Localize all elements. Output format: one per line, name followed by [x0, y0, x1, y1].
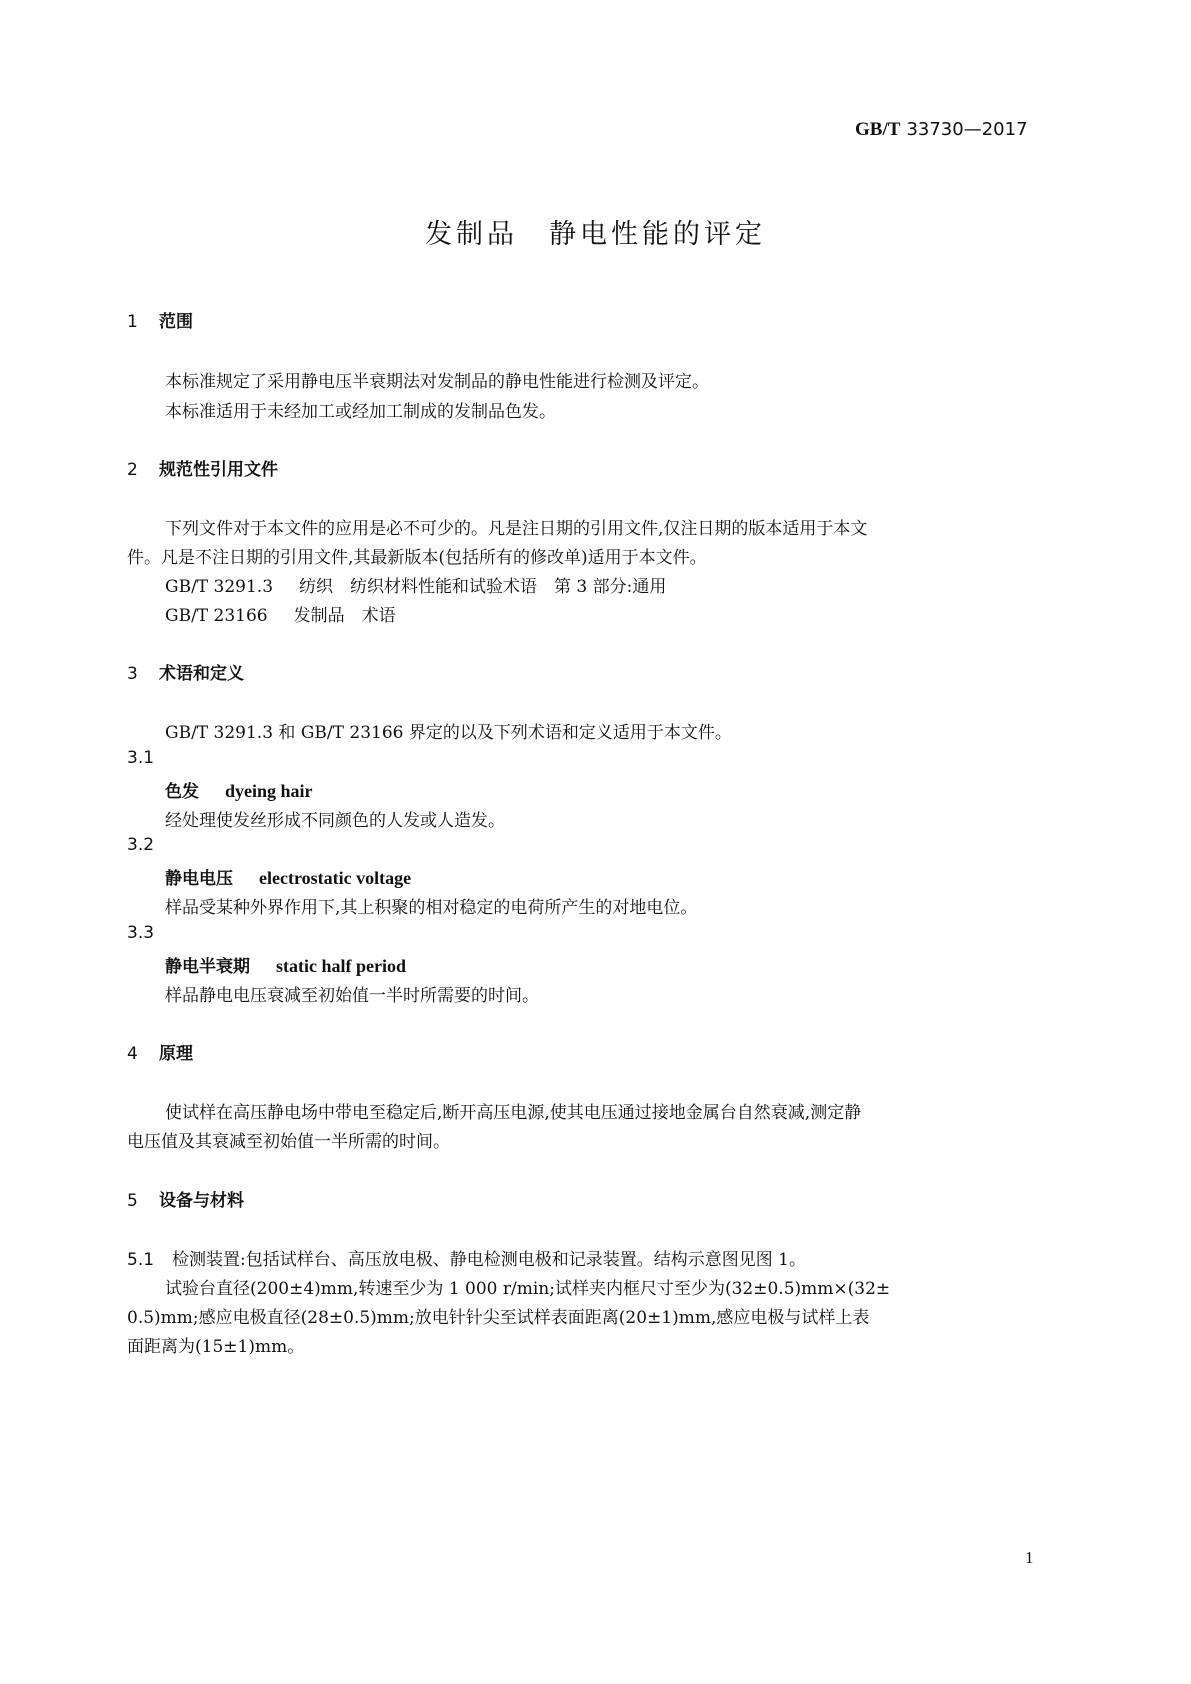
- term-number: 3.2: [127, 835, 155, 855]
- scope-paragraph-1: 本标准规定了采用静电压半衰期法对发制品的静电性能进行检测及评定。: [165, 372, 709, 392]
- normative-ref-paragraph-line-2: 件。凡是不注日期的引用文件,其最新版本(包括所有的修改单)适用于本文件。: [127, 548, 707, 568]
- section-3-heading: [127, 659, 244, 684]
- term-definition: 样品静电电压衰减至初始值一半时所需要的时间。: [165, 986, 539, 1006]
- term-heading: [165, 777, 313, 802]
- clause-5-1: [127, 1245, 806, 1270]
- section-number: 4: [127, 1044, 138, 1064]
- terms-intro: GB/T 3291.3 和 GB/T 23166 界定的以及下列术语和定义适用于本文件。: [165, 723, 732, 743]
- reference-code: GB/T 3291.3: [165, 577, 274, 597]
- section-title: 术语和定义: [159, 664, 244, 684]
- term-definition: 样品受某种外界作用下,其上积聚的相对稳定的电荷所产生的对地电位。: [165, 898, 698, 918]
- reference-title: 发制品 术语: [293, 606, 396, 626]
- equipment-spec-line-2: 0.5)mm;感应电极直径(28±0.5)mm;放电针针尖至试样表面距离(20±1)mm,感应电极与试样上表: [127, 1308, 870, 1328]
- reference-item: [165, 601, 396, 626]
- equipment-spec-line-3: 面距离为(15±1)mm。: [127, 1337, 305, 1357]
- section-2-heading: [127, 455, 278, 480]
- term-definition: 经处理使发丝形成不同颜色的人发或人造发。: [165, 811, 505, 831]
- standard-number: 33730—2017: [906, 119, 1028, 140]
- term-heading: [165, 864, 411, 889]
- section-number: 5: [127, 1191, 138, 1211]
- section-number: 1: [127, 312, 138, 332]
- section-number: 2: [127, 460, 138, 480]
- term-number: 3.3: [127, 923, 155, 943]
- term-zh: 静电半衰期: [165, 957, 250, 977]
- principle-paragraph-line-2: 电压值及其衰减至初始值一半所需的时间。: [127, 1132, 450, 1152]
- section-title: 范围: [159, 312, 193, 332]
- normative-ref-paragraph-line-1: 下列文件对于本文件的应用是必不可少的。凡是注日期的引用文件,仅注日期的版本适用于本文: [165, 519, 868, 539]
- scope-paragraph-2: 本标准适用于未经加工或经加工制成的发制品色发。: [165, 402, 556, 422]
- term-en: dyeing hair: [225, 781, 313, 801]
- section-number: 3: [127, 664, 138, 684]
- clause-number: 5.1: [127, 1250, 155, 1270]
- section-1-heading: [127, 307, 193, 332]
- standard-prefix: GB/T: [855, 119, 901, 140]
- term-zh: 色发: [165, 782, 199, 802]
- equipment-spec-line-1: 试验台直径(200±4)mm,转速至少为 1 000 r/min;试样夹内框尺寸至少为(32±0.5)mm×(32±: [165, 1279, 891, 1299]
- term-zh: 静电电压: [165, 869, 233, 889]
- document-title: 发制品 静电性能的评定: [425, 219, 766, 250]
- term-en: static half period: [276, 956, 406, 976]
- principle-paragraph-line-1: 使试样在高压静电场中带电至稳定后,断开高压电源,使其电压通过接地金属台自然衰减,测定静: [165, 1103, 862, 1123]
- reference-code: GB/T 23166: [165, 606, 268, 626]
- term-en: electrostatic voltage: [259, 868, 412, 888]
- section-title: 设备与材料: [159, 1191, 244, 1211]
- term-number: 3.1: [127, 748, 155, 768]
- term-heading: [165, 952, 406, 977]
- section-title: 原理: [159, 1044, 193, 1064]
- reference-item: [165, 572, 666, 597]
- standard-code: [855, 118, 1028, 141]
- page-number: 1: [1025, 1548, 1034, 1567]
- section-4-heading: [127, 1039, 193, 1064]
- reference-title: 纺织 纺织材料性能和试验术语 第 3 部分:通用: [299, 577, 667, 597]
- section-5-heading: [127, 1186, 244, 1211]
- clause-text: 检测装置:包括试样台、高压放电极、静电检测电极和记录装置。结构示意图见图 1。: [172, 1250, 806, 1270]
- section-title: 规范性引用文件: [159, 460, 278, 480]
